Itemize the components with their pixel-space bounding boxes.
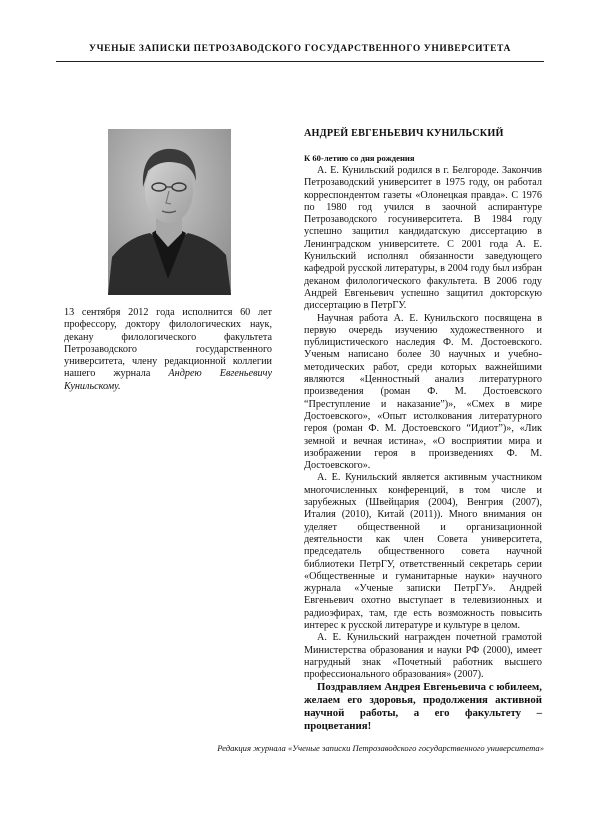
congratulation-text: Поздравляем Андрея Евгеньевича с юбилеем, желаем его здоровья, продолжения активной научной работы, а его факультету – процветания! — [304, 681, 542, 732]
article-title: АНДРЕЙ ЕВГЕНЬЕВИЧ КУНИЛЬСКИЙ — [304, 128, 504, 139]
header-divider — [56, 61, 544, 62]
article-subtitle: К 60-летию со дня рождения — [304, 153, 415, 163]
caption-name: Андрею Евгеньевичу Кунильскому. — [64, 368, 272, 392]
journal-header: УЧЕНЫЕ ЗАПИСКИ ПЕТРОЗАВОДСКОГО ГОСУДАРСТВЕННОГО УНИВЕРСИТЕТА — [89, 44, 511, 54]
portrait-icon — [108, 129, 231, 295]
caption-text: 13 сентября 2012 года исполнится 60 лет профессору, доктору филологических наук, декану филологического факультета Петрозаводского государственного университета, члену редакционной коллегии нашего журнала — [64, 307, 272, 380]
paragraph: Научная работа А. Е. Кунильского посвящена в первую очередь изучению художественного и публицистического наследия Ф. М. Достоевского. Ученым написано более 30 научных и учебно-методических работ, среди которых важнейшими являются «Ценностный анализ литературного произведения (роман Ф. М. Достоевского “Преступление и наказание”)», «Смех в мире Достоевского», «Опыт истолкования литературного героя (роман Ф. М. Достоевского “Идиот”)», «Лик земной и вечная истина», «О восприятии мира и изображении героя в произведениях Ф. М. Достоевского». — [304, 312, 542, 472]
article-body — [304, 165, 542, 681]
paragraph: А. Е. Кунильский награжден почетной грамотой Министерства образования и науки РФ (2000), имеет нагрудный знак «Почетный работник высшего профессионального образования» (2007). — [304, 632, 542, 681]
paragraph: А. Е. Кунильский родился в г. Белгороде. Закончив Петрозаводский университет в 1975 году, он работал корреспондентом газеты «Олонецкая правда». С 1976 по 1980 год учился в заочной аспирантуре Петрозаводского госуниверситета. В 1984 году успешно защитил кандидатскую диссертацию в Ленинградском университете. С 2001 года А. Е. Кунильский исполнял обязанности заведующего кафедрой русской литературы, в 2004 году был избран деканом филологического факультета. В 2006 году Андрей Евгеньевич успешно защитил докторскую диссертацию в ПетрГУ. — [304, 165, 542, 312]
portrait-photo — [108, 129, 231, 295]
photo-caption — [64, 307, 272, 393]
paragraph: А. Е. Кунильский является активным участником многочисленных конференций, в том числе и зарубежных (Швейцария (2004), Венгрия (2007), Италия (2010), Китай (2011)). Много внимания он уделяет общественной и организационной деятельности как член Совета университета, председатель общественного совета научной библиотеки ПетрГУ, ответственный секретарь серии «Общественные и гуманитарные науки» научного журнала «Ученые записки ПетрГУ». Андрей Евгеньевич охотно выступает в телевизионных и радиоэфирах, там, где есть возможность повысить интерес к русской литературе и культуре в целом. — [304, 472, 542, 631]
editorial-signature: Редакция журнала «Ученые записки Петрозаводского государственного университета» — [217, 743, 544, 753]
